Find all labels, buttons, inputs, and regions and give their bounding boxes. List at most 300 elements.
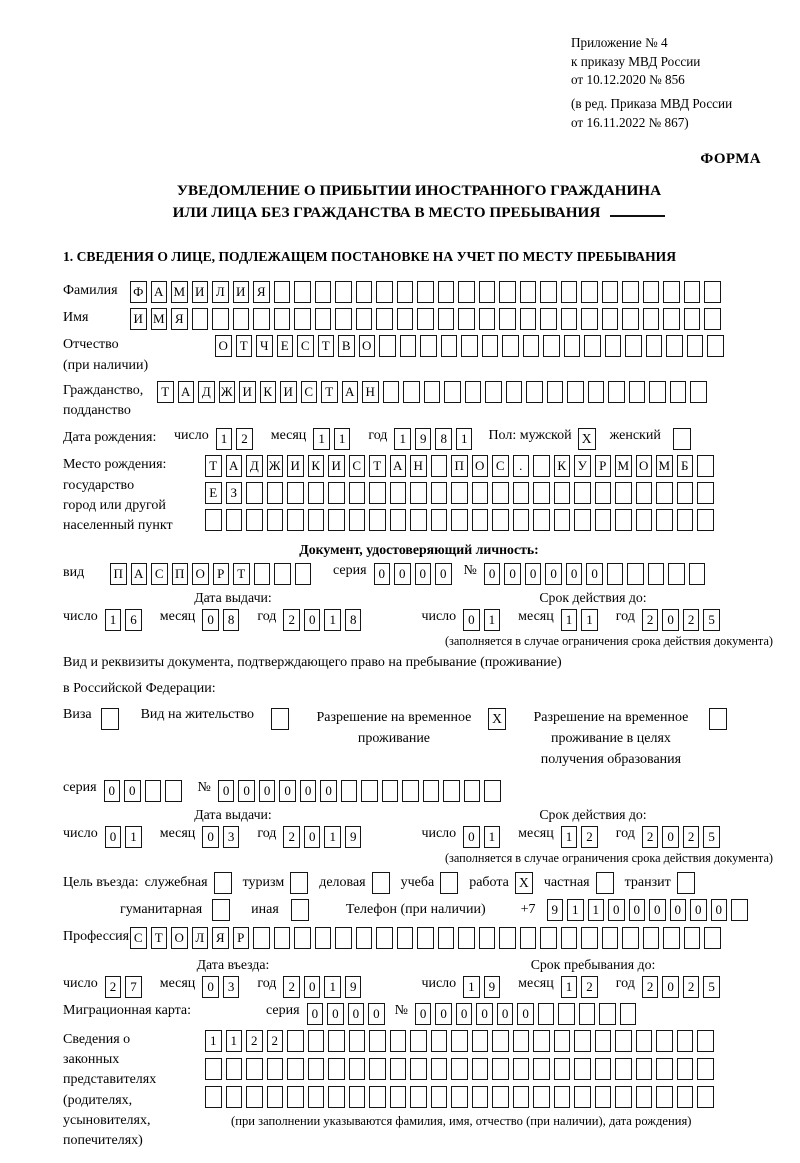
char-box[interactable] [308,482,325,504]
char-box[interactable] [668,563,685,585]
char-box[interactable] [690,381,707,403]
doc-issue-month-input[interactable] [202,609,243,631]
char-box[interactable] [627,563,644,585]
char-box[interactable]: 9 [345,826,362,848]
char-box[interactable] [656,509,673,531]
char-box[interactable] [561,308,578,330]
char-box[interactable] [267,482,284,504]
char-box[interactable] [444,381,461,403]
char-box[interactable]: Б [677,455,694,477]
char-box[interactable]: И [192,281,209,303]
char-box[interactable] [341,780,358,802]
char-box[interactable]: К [260,381,277,403]
char-box[interactable] [294,308,311,330]
char-box[interactable] [697,482,714,504]
char-box[interactable]: 1 [125,826,142,848]
purpose-official-checkbox[interactable] [214,872,232,894]
char-box[interactable] [376,281,393,303]
char-box[interactable] [663,308,680,330]
char-box[interactable] [254,563,271,585]
char-box[interactable] [431,509,448,531]
char-box[interactable]: Я [212,927,229,949]
char-box[interactable] [356,308,373,330]
char-box[interactable] [349,1058,366,1080]
char-box[interactable] [328,1030,345,1052]
char-box[interactable]: 0 [435,1003,452,1025]
char-box[interactable] [328,1058,345,1080]
residence-permit-checkbox[interactable] [271,708,289,730]
char-box[interactable]: 0 [476,1003,493,1025]
char-box[interactable]: У [574,455,591,477]
char-box[interactable]: М [151,308,168,330]
birth-place-line1-input[interactable] [205,455,718,477]
char-box[interactable] [315,927,332,949]
char-box[interactable] [636,1058,653,1080]
char-box[interactable]: 2 [283,609,300,631]
char-box[interactable]: 2 [581,976,598,998]
purpose-study-checkbox[interactable] [440,872,458,894]
char-box[interactable] [379,335,396,357]
char-box[interactable]: О [215,335,232,357]
char-box[interactable] [369,482,386,504]
char-box[interactable]: 0 [307,1003,324,1025]
char-box[interactable]: Д [198,381,215,403]
char-box[interactable] [533,455,550,477]
visa-checkbox[interactable] [101,708,119,730]
char-box[interactable]: 2 [642,976,659,998]
char-box[interactable] [648,563,665,585]
char-box[interactable] [689,563,706,585]
char-box[interactable] [390,1030,407,1052]
char-box[interactable]: Р [233,927,250,949]
char-box[interactable]: Т [233,563,250,585]
char-box[interactable] [615,1058,632,1080]
char-box[interactable] [226,1058,243,1080]
char-box[interactable] [574,509,591,531]
char-box[interactable]: 0 [608,899,625,921]
char-box[interactable] [397,927,414,949]
purpose-humanitarian-checkbox[interactable] [212,899,230,921]
char-box[interactable]: 0 [105,826,122,848]
char-box[interactable]: 8 [223,609,240,631]
char-box[interactable]: И [239,381,256,403]
char-box[interactable] [438,281,455,303]
stay-year-input[interactable] [642,976,724,998]
char-box[interactable] [540,281,557,303]
char-box[interactable]: 0 [259,780,276,802]
purpose-work-checkbox[interactable]: X [515,872,533,894]
char-box[interactable] [349,1030,366,1052]
char-box[interactable] [615,1086,632,1108]
birth-year-input[interactable] [394,428,476,450]
char-box[interactable]: 2 [642,609,659,631]
char-box[interactable]: 0 [435,563,452,585]
char-box[interactable]: 1 [226,1030,243,1052]
char-box[interactable]: 0 [662,976,679,998]
char-box[interactable] [461,335,478,357]
legal-rep-line1-input[interactable] [205,1030,718,1052]
char-box[interactable]: 0 [662,826,679,848]
char-box[interactable]: 0 [484,563,501,585]
char-box[interactable] [492,482,509,504]
char-box[interactable]: 5 [703,609,720,631]
char-box[interactable] [547,381,564,403]
char-box[interactable]: 2 [683,826,700,848]
char-box[interactable]: 0 [517,1003,534,1025]
char-box[interactable] [520,308,537,330]
char-box[interactable] [533,1086,550,1108]
char-box[interactable] [513,482,530,504]
char-box[interactable]: А [342,381,359,403]
char-box[interactable] [502,335,519,357]
char-box[interactable]: 9 [345,976,362,998]
char-box[interactable]: 0 [202,826,219,848]
char-box[interactable] [400,335,417,357]
char-box[interactable]: Т [318,335,335,357]
char-box[interactable] [554,482,571,504]
char-box[interactable] [622,308,639,330]
char-box[interactable]: 2 [283,976,300,998]
char-box[interactable]: Т [157,381,174,403]
migration-number-input[interactable] [415,1003,641,1025]
char-box[interactable] [595,509,612,531]
char-box[interactable]: 0 [279,780,296,802]
char-box[interactable]: 0 [394,563,411,585]
char-box[interactable] [492,509,509,531]
doc-issue-year-input[interactable] [283,609,365,631]
char-box[interactable] [335,927,352,949]
char-box[interactable] [697,455,714,477]
char-box[interactable]: О [472,455,489,477]
char-box[interactable] [397,308,414,330]
char-box[interactable] [636,1030,653,1052]
char-box[interactable] [687,335,704,357]
char-box[interactable]: Е [205,482,222,504]
char-box[interactable] [335,281,352,303]
char-box[interactable] [233,308,250,330]
char-box[interactable] [295,563,312,585]
char-box[interactable]: 0 [649,899,666,921]
char-box[interactable]: 0 [304,826,321,848]
residence-issue-day-input[interactable] [105,826,146,848]
char-box[interactable] [274,927,291,949]
char-box[interactable] [608,381,625,403]
sex-female-checkbox[interactable] [673,428,691,450]
char-box[interactable]: 7 [125,976,142,998]
char-box[interactable]: Т [369,455,386,477]
surname-input[interactable] [130,281,725,303]
char-box[interactable]: 8 [345,609,362,631]
residence-valid-month-input[interactable] [561,826,602,848]
char-box[interactable] [595,482,612,504]
char-box[interactable] [492,1086,509,1108]
residence-number-input[interactable] [218,780,505,802]
char-box[interactable]: 2 [267,1030,284,1052]
char-box[interactable]: 0 [202,976,219,998]
char-box[interactable] [523,335,540,357]
char-box[interactable] [479,927,496,949]
char-box[interactable] [390,1086,407,1108]
legal-rep-line3-input[interactable] [205,1086,718,1108]
char-box[interactable] [492,1030,509,1052]
char-box[interactable]: 1 [588,899,605,921]
char-box[interactable] [438,308,455,330]
char-box[interactable] [274,308,291,330]
char-box[interactable]: 0 [415,563,432,585]
char-box[interactable]: 0 [374,563,391,585]
char-box[interactable] [369,509,386,531]
char-box[interactable]: . [513,455,530,477]
char-box[interactable]: 0 [586,563,603,585]
char-box[interactable]: Я [253,281,270,303]
char-box[interactable] [376,308,393,330]
char-box[interactable] [684,927,701,949]
char-box[interactable] [615,1030,632,1052]
char-box[interactable] [602,281,619,303]
char-box[interactable] [615,509,632,531]
char-box[interactable] [697,1058,714,1080]
char-box[interactable] [731,899,748,921]
char-box[interactable] [636,482,653,504]
char-box[interactable]: Ж [219,381,236,403]
char-box[interactable] [622,281,639,303]
char-box[interactable] [410,509,427,531]
char-box[interactable] [643,281,660,303]
birth-place-line2-input[interactable] [205,482,718,504]
phone-input[interactable] [547,899,752,921]
char-box[interactable] [615,482,632,504]
char-box[interactable]: С [151,563,168,585]
char-box[interactable] [579,1003,596,1025]
char-box[interactable]: 1 [105,609,122,631]
stay-month-input[interactable] [561,976,602,998]
char-box[interactable] [472,482,489,504]
char-box[interactable]: 2 [642,826,659,848]
char-box[interactable] [335,308,352,330]
char-box[interactable]: 1 [324,609,341,631]
char-box[interactable] [554,1030,571,1052]
char-box[interactable] [443,780,460,802]
char-box[interactable] [349,509,366,531]
char-box[interactable] [472,1058,489,1080]
char-box[interactable] [561,281,578,303]
char-box[interactable] [602,308,619,330]
residence-issue-month-input[interactable] [202,826,243,848]
char-box[interactable]: 0 [545,563,562,585]
char-box[interactable] [543,335,560,357]
char-box[interactable] [458,308,475,330]
char-box[interactable] [646,335,663,357]
char-box[interactable] [520,281,537,303]
char-box[interactable]: 5 [703,976,720,998]
char-box[interactable] [369,1030,386,1052]
char-box[interactable]: С [301,381,318,403]
char-box[interactable] [482,335,499,357]
char-box[interactable] [540,308,557,330]
char-box[interactable]: М [171,281,188,303]
purpose-other-checkbox[interactable] [291,899,309,921]
char-box[interactable] [410,482,427,504]
char-box[interactable]: Ч [256,335,273,357]
char-box[interactable] [649,381,666,403]
char-box[interactable]: 1 [561,609,578,631]
char-box[interactable] [458,927,475,949]
char-box[interactable] [472,509,489,531]
char-box[interactable] [513,1086,530,1108]
char-box[interactable]: С [349,455,366,477]
char-box[interactable]: 0 [690,899,707,921]
doc-series-input[interactable] [374,563,456,585]
birth-day-input[interactable] [216,428,257,450]
char-box[interactable]: 2 [105,976,122,998]
char-box[interactable]: 0 [202,609,219,631]
char-box[interactable] [451,482,468,504]
char-box[interactable] [369,1086,386,1108]
char-box[interactable] [287,1086,304,1108]
char-box[interactable] [697,1086,714,1108]
char-box[interactable] [540,927,557,949]
char-box[interactable]: 2 [283,826,300,848]
char-box[interactable] [677,1058,694,1080]
char-box[interactable]: 0 [497,1003,514,1025]
char-box[interactable] [554,1086,571,1108]
given-name-input[interactable] [130,308,725,330]
char-box[interactable]: Я [171,308,188,330]
char-box[interactable]: 6 [125,609,142,631]
char-box[interactable] [287,1058,304,1080]
char-box[interactable] [533,509,550,531]
char-box[interactable] [677,482,694,504]
char-box[interactable]: О [636,455,653,477]
char-box[interactable] [643,927,660,949]
char-box[interactable] [212,308,229,330]
char-box[interactable]: Л [212,281,229,303]
char-box[interactable] [253,308,270,330]
char-box[interactable] [595,1086,612,1108]
char-box[interactable] [431,1058,448,1080]
char-box[interactable]: П [451,455,468,477]
char-box[interactable]: М [615,455,632,477]
char-box[interactable] [441,335,458,357]
char-box[interactable]: 0 [104,780,121,802]
residence-issue-year-input[interactable] [283,826,365,848]
char-box[interactable] [605,335,622,357]
entry-year-input[interactable] [283,976,365,998]
char-box[interactable]: 0 [670,899,687,921]
char-box[interactable]: 0 [327,1003,344,1025]
char-box[interactable] [274,281,291,303]
char-box[interactable]: 9 [415,428,432,450]
char-box[interactable] [595,1030,612,1052]
char-box[interactable]: З [226,482,243,504]
char-box[interactable]: 1 [561,826,578,848]
char-box[interactable] [526,381,543,403]
char-box[interactable] [567,381,584,403]
char-box[interactable]: 0 [629,899,646,921]
char-box[interactable]: 0 [368,1003,385,1025]
char-box[interactable] [677,1030,694,1052]
char-box[interactable] [697,1030,714,1052]
char-box[interactable] [417,281,434,303]
doc-number-input[interactable] [484,563,710,585]
migration-series-input[interactable] [307,1003,389,1025]
entry-month-input[interactable] [202,976,243,998]
char-box[interactable]: 0 [456,1003,473,1025]
char-box[interactable]: О [192,563,209,585]
char-box[interactable] [656,482,673,504]
doc-kind-input[interactable] [110,563,315,585]
char-box[interactable] [328,1086,345,1108]
char-box[interactable] [451,509,468,531]
char-box[interactable] [431,455,448,477]
char-box[interactable]: Е [277,335,294,357]
char-box[interactable] [499,308,516,330]
doc-valid-year-input[interactable] [642,609,724,631]
char-box[interactable] [588,381,605,403]
char-box[interactable] [294,281,311,303]
char-box[interactable]: 2 [236,428,253,450]
char-box[interactable]: 0 [463,826,480,848]
char-box[interactable]: А [390,455,407,477]
char-box[interactable] [390,482,407,504]
char-box[interactable]: А [131,563,148,585]
char-box[interactable] [574,1086,591,1108]
char-box[interactable] [625,335,642,357]
legal-rep-line2-input[interactable] [205,1058,718,1080]
char-box[interactable] [246,1058,263,1080]
char-box[interactable]: 0 [525,563,542,585]
char-box[interactable]: 1 [216,428,233,450]
char-box[interactable] [253,927,270,949]
birth-month-input[interactable] [313,428,354,450]
char-box[interactable] [451,1058,468,1080]
char-box[interactable]: 0 [711,899,728,921]
char-box[interactable] [205,509,222,531]
char-box[interactable]: П [172,563,189,585]
char-box[interactable] [382,780,399,802]
char-box[interactable]: Т [236,335,253,357]
char-box[interactable]: 0 [415,1003,432,1025]
temp-residence-edu-checkbox[interactable] [709,708,727,730]
char-box[interactable] [431,1030,448,1052]
char-box[interactable] [484,780,501,802]
char-box[interactable] [656,1058,673,1080]
char-box[interactable]: О [359,335,376,357]
char-box[interactable]: 0 [218,780,235,802]
char-box[interactable] [451,1030,468,1052]
char-box[interactable] [423,780,440,802]
entry-day-input[interactable] [105,976,146,998]
char-box[interactable] [663,927,680,949]
char-box[interactable] [595,1058,612,1080]
citizenship-input[interactable] [157,381,711,403]
char-box[interactable]: 0 [124,780,141,802]
char-box[interactable] [636,509,653,531]
char-box[interactable] [561,927,578,949]
char-box[interactable] [533,482,550,504]
char-box[interactable]: М [656,455,673,477]
char-box[interactable]: 5 [703,826,720,848]
char-box[interactable] [629,381,646,403]
char-box[interactable]: 1 [394,428,411,450]
char-box[interactable] [376,927,393,949]
char-box[interactable]: 1 [463,976,480,998]
char-box[interactable]: 9 [547,899,564,921]
purpose-business-checkbox[interactable] [372,872,390,894]
residence-valid-year-input[interactable] [642,826,724,848]
char-box[interactable]: С [492,455,509,477]
char-box[interactable]: 0 [504,563,521,585]
